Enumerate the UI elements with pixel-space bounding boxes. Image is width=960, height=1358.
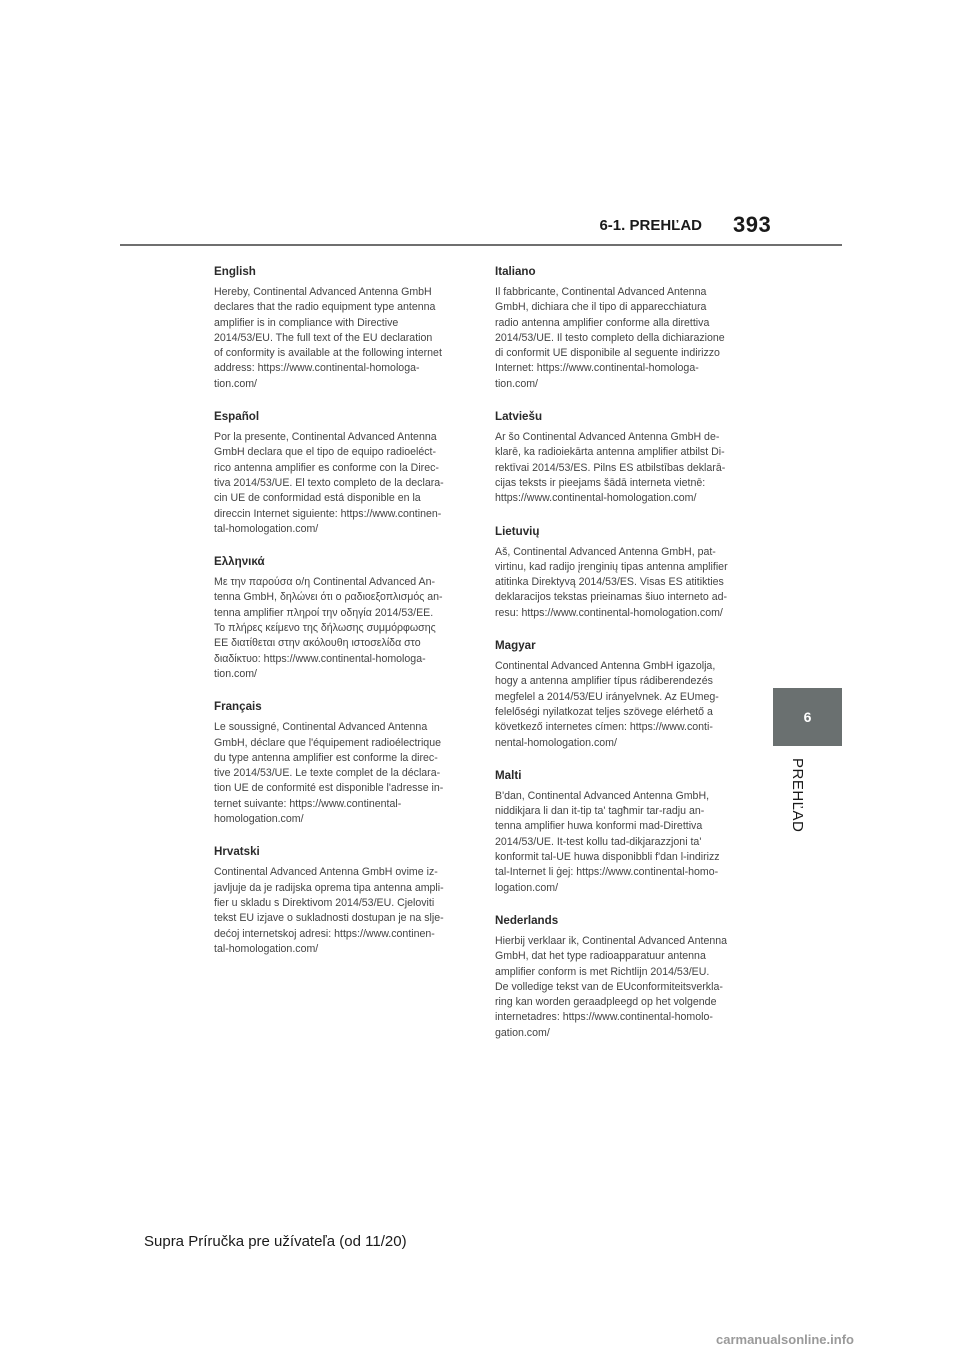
text-line: tenna amplifier πληροί την οδηγία 2014/53/ΕΕ. — [214, 606, 434, 619]
text-line: ΕΕ διατίθεται στην ακόλουθη ιστοσελίδα στο — [214, 637, 421, 650]
text-line: tal-Internet li ġej: https://www.continental-homo- — [495, 866, 719, 879]
text-line: tion.com/ — [495, 377, 538, 390]
text-line: Το πλήρες κείμενο της δήλωσης συμμόρφωσης — [214, 622, 436, 635]
text-line: virtinu, kad radijo įrenginių tipas antenna amplifier — [495, 560, 728, 573]
text-line: deklaracijos tekstas prieinamas šiuo interneto ad- — [495, 591, 728, 604]
text-line: tenna amplifier huwa konformi mad-Direttiva — [495, 820, 703, 833]
text-line: atitinka Direktyvą 2014/53/ES. Visas ES atitikties — [495, 576, 724, 589]
language-heading: Ελληνικά — [214, 555, 265, 569]
text-line: declares that the radio equipment type antenna — [214, 301, 436, 314]
declaration-text — [214, 285, 466, 392]
declaration-text — [495, 545, 747, 621]
language-heading: Lietuvių — [495, 524, 540, 538]
text-line: cijas teksts ir pieejams šādā interneta vietnē: — [495, 476, 706, 489]
text-line: gation.com/ — [495, 1026, 550, 1039]
language-heading: Italiano — [495, 265, 536, 278]
page-header — [0, 0, 960, 250]
language-heading: Hrvatski — [214, 845, 260, 859]
text-line: konformit tal-UE huwa disponibbli f'dan l-indirizz — [495, 851, 720, 864]
chapter-tab: 6 — [773, 688, 842, 746]
text-line: GmbH, dichiara che il tipo di apparecchiatura — [495, 301, 707, 314]
text-line: internetadres: https://www.continental-homolo- — [495, 1011, 713, 1024]
text-line: of conformity is available at the following internet — [214, 347, 442, 360]
text-line: dećoj internetskoj adresi: https://www.continen- — [214, 927, 435, 940]
declaration-text — [495, 789, 747, 896]
text-line: tion UE de conformité est disponible l'adresse in- — [214, 782, 444, 795]
language-heading: English — [214, 265, 256, 278]
text-line: Por la presente, Continental Advanced Antenna — [214, 431, 437, 444]
text-line: GmbH declara que el tipo de equipo radioeléct- — [214, 446, 437, 459]
language-heading: Magyar — [495, 639, 536, 653]
text-line: Hereby, Continental Advanced Antenna GmbH — [214, 286, 432, 298]
text-line: következő internetes címen: https://www.conti- — [495, 721, 713, 734]
text-line: B'dan, Continental Advanced Antenna GmbH, — [495, 789, 710, 802]
declaration-section — [214, 265, 466, 392]
text-line: javljuje da je radijska oprema tipa antenna ampli- — [214, 881, 444, 894]
text-line: megfelel a 2014/53/EU irányelvnek. Az EUmeg- — [495, 690, 719, 703]
declaration-text — [495, 430, 747, 506]
chapter-label: PREHĽAD — [789, 758, 806, 833]
declaration-section — [495, 639, 747, 751]
text-line: De volledige tekst van de EUconformiteitsverkla- — [495, 980, 723, 993]
text-line: ring kan worden geraadpleegd op het volgende — [495, 996, 717, 1009]
text-line: Le soussigné, Continental Advanced Antenna — [214, 721, 428, 734]
language-heading: Latviešu — [495, 410, 543, 424]
declaration-text — [495, 659, 747, 751]
watermark: carmanualsonline.info — [716, 1332, 854, 1347]
text-line: resu: https://www.continental-homologation.com/ — [495, 606, 723, 619]
right-column — [495, 265, 747, 1059]
text-line: Hierbij verklaar ik, Continental Advanced Antenna — [495, 934, 728, 947]
declaration-section — [214, 700, 466, 827]
text-line: ternet suivante: https://www.continental- — [214, 797, 402, 810]
text-line: Internet: https://www.continental-homologa- — [495, 362, 699, 375]
text-line: hogy a antenna amplifier típus rádiberendezés — [495, 675, 713, 688]
text-line: radio antenna amplifier conforme alla direttiva — [495, 316, 710, 329]
section-title: 6-1. PREHĽAD — [599, 217, 702, 234]
text-line: Il fabbricante, Continental Advanced Antenna — [495, 286, 707, 298]
text-line: rektīvai 2014/53/ES. Pilns ES atbilstības deklarā- — [495, 461, 726, 474]
declaration-section — [214, 555, 466, 682]
text-line: cin UE de conformidad está disponible en la — [214, 492, 421, 505]
language-heading: Français — [214, 700, 262, 714]
text-line: tal-homologation.com/ — [214, 942, 319, 955]
text-line: niddikjara li dan it-tip ta' tagħmir tar-radju an- — [495, 805, 705, 818]
declaration-text — [495, 934, 747, 1041]
declaration-section — [495, 410, 747, 506]
text-line: address: https://www.continental-homologa- — [214, 362, 420, 375]
text-line: GmbH, déclare que l'équipement radioélectrique — [214, 736, 441, 749]
declaration-text — [214, 720, 466, 827]
language-heading: Malti — [495, 768, 522, 782]
text-line: tenna GmbH, δηλώνει ότι ο ραδιοεξοπλισμός an- — [214, 591, 443, 604]
declaration-text — [214, 430, 466, 537]
text-line: fier u skladu s Direktivom 2014/53/EU. Cjeloviti — [214, 896, 435, 909]
text-line: tion.com/ — [214, 667, 257, 680]
header-divider — [120, 244, 842, 246]
declaration-section — [495, 265, 747, 392]
text-line: di conformit UE disponibile al seguente indirizzo — [495, 347, 720, 360]
declaration-text — [214, 575, 466, 682]
text-line: felelőségi nyilatkozat teljes szövege elérhető a — [495, 705, 713, 718]
declaration-section — [495, 525, 747, 621]
text-line: homologation.com/ — [214, 813, 304, 826]
text-line: Aš, Continental Advanced Antenna GmbH, pat- — [495, 545, 716, 558]
page-number: 393 — [733, 212, 772, 237]
declaration-text — [495, 285, 747, 392]
language-heading: Español — [214, 410, 260, 424]
declaration-text — [214, 865, 466, 957]
declaration-section — [495, 769, 747, 896]
text-line: 2014/53/EU. The full text of the EU declaration — [214, 331, 433, 344]
text-line: amplifier conform is met Richtlijn 2014/53/EU. — [495, 965, 710, 978]
text-line: du type antenna amplifier est conforme la direc- — [214, 751, 438, 764]
declaration-section — [495, 914, 747, 1041]
text-line: amplifier is in compliance with Directive — [214, 316, 399, 329]
text-line: 2014/53/UE. It-test kollu tad-dikjarazzjoni ta' — [495, 835, 702, 848]
declaration-section — [214, 410, 466, 537]
text-line: direccin Internet siguiente: https://www.continen- — [214, 507, 442, 520]
text-line: rico antenna amplifier es conforme con la Direc- — [214, 461, 439, 474]
text-line: tiva 2014/53/UE. El texto completo de la declara- — [214, 476, 444, 489]
text-line: Continental Advanced Antenna GmbH igazolja, — [495, 660, 716, 673]
text-line: nental-homologation.com/ — [495, 736, 617, 749]
text-line: Με την παρούσα ο/η Continental Advanced An- — [214, 576, 435, 589]
text-line: tal-homologation.com/ — [214, 522, 319, 535]
text-line: logation.com/ — [495, 881, 559, 894]
left-column — [214, 265, 466, 975]
text-line: tion.com/ — [214, 377, 257, 390]
text-line: Continental Advanced Antenna GmbH ovime iz- — [214, 866, 438, 879]
text-line: tekst EU izjave o sukladnosti dostupan je na slje- — [214, 912, 444, 925]
text-line: Ar šo Continental Advanced Antenna GmbH de- — [495, 431, 720, 444]
text-line: διαδίκτυο: https://www.continental-homologa- — [214, 652, 426, 665]
footer-text: Supra Príručka pre užívateľa (od 11/20) — [144, 1233, 407, 1250]
text-line: https://www.continental-homologation.com/ — [495, 492, 697, 505]
text-line: 2014/53/UE. Il testo completo della dichiarazione — [495, 331, 725, 344]
text-line: klarē, ka radioiekārta antenna amplifier atbilst Di- — [495, 446, 725, 459]
text-line: tive 2014/53/UE. Le texte complet de la déclara- — [214, 767, 441, 780]
text-line: GmbH, dat het type radioapparatuur antenna — [495, 950, 706, 963]
declaration-section — [214, 845, 466, 957]
language-heading: Nederlands — [495, 913, 559, 927]
